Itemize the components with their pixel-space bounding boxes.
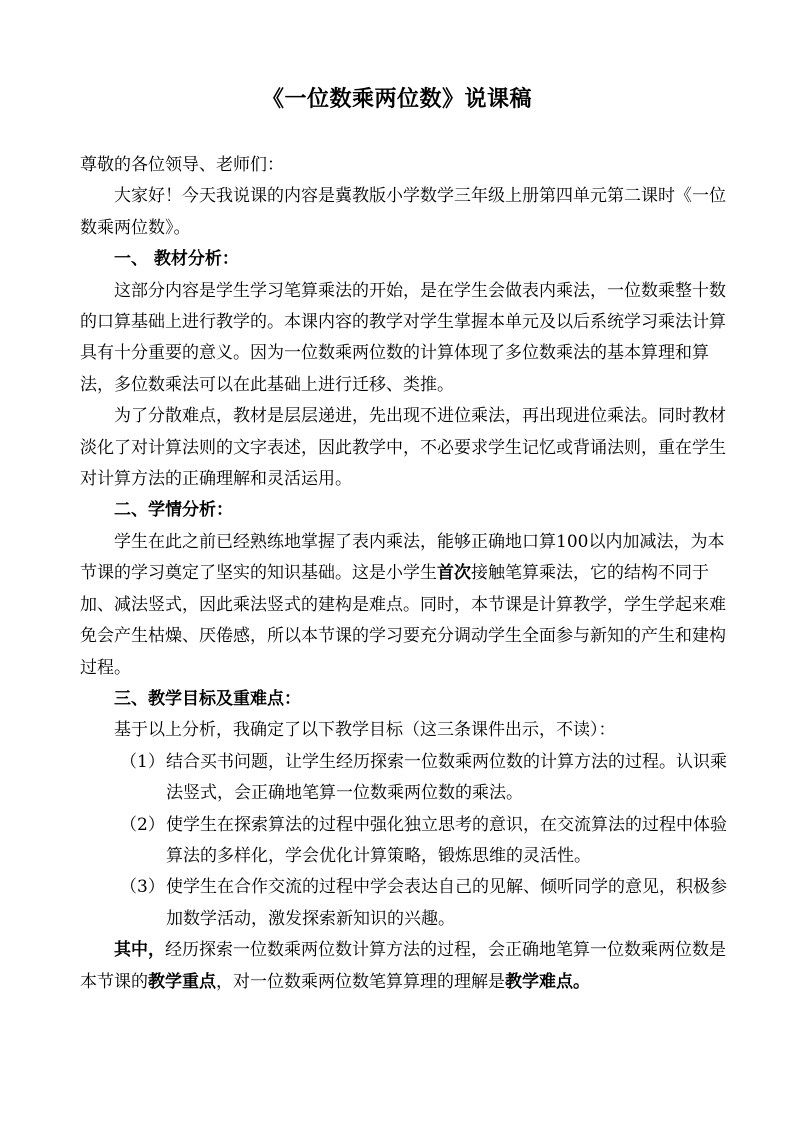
intro-paragraph: 大家好！今天我说课的内容是冀教版小学数学三年级上册第四单元第二课时《一位数乘两位数》。	[80, 186, 726, 238]
goal-text: 结合买书问题，让学生经历探索一位数乘两位数的计算方法的过程。认识乘法竖式，会正确地笔算一位数乘两位数的乘法。	[166, 751, 727, 804]
goal-item	[80, 872, 730, 935]
goal-text: 使学生在探索算法的过程中强化独立思考的意识，在交流算法的过程中体验算法的多样化，学会优化计算策略，锻炼思维的灵活性。	[166, 814, 727, 866]
key-points-summary	[80, 935, 730, 998]
goal-text: 使学生在合作交流的过程中学会表达自己的见解、倾听同学的意见，积极参加数学活动，激发探索新知识的兴趣。	[166, 877, 727, 929]
document-body	[80, 150, 730, 998]
goal-number: （3）	[120, 877, 165, 898]
student-analysis-text-a: 学生在此之前已经熟练地掌握了表内乘法，能够正确地口算100以内加减法，为本节课的学习奠定了坚实的知识基础。这是小学生	[80, 531, 725, 584]
greeting: 尊敬的各位领导、老师们：	[80, 155, 284, 175]
student-analysis-paragraph	[80, 527, 730, 684]
section-heading-teaching-goals: 三、教学目标及重难点：	[114, 688, 301, 709]
section-heading-textbook-analysis: 一、 教材分析：	[114, 249, 239, 270]
section-heading-student-analysis: 二、学情分析：	[114, 500, 233, 521]
summary-text-b: ，对一位数乘两位数笔算算理的理解是	[216, 971, 505, 992]
goal-number: （2）	[120, 814, 165, 835]
teaching-goals-intro: 基于以上分析，我确定了以下教学目标（这三条课件出示，不读）：	[114, 720, 616, 741]
summary-text-a: 经历探索一位数乘两位数计算方法的过程，会正确地笔算一位数乘两位数是本节课的	[80, 940, 726, 992]
student-analysis-text-b: 接触笔算乘法，它的结构不同于加、减法竖式，因此乘法竖式的建构是难点。同时，本节课是计算教学，学生学起来难免会产生枯燥、厌倦感，所以本节课的学习要充分调动学生全面参与新知的产生和建构过程。	[80, 563, 726, 678]
textbook-analysis-paragraph-2: 为了分散难点，教材是层层递进，先出现不进位乘法，再出现进位乘法。同时教材淡化了对计算法则的文字表述，因此教学中，不必要求学生记忆或背诵法则，重在学生对计算方法的正确理解和灵活运用。	[80, 406, 726, 490]
summary-lead: 其中，	[114, 940, 165, 961]
goal-item	[80, 810, 730, 873]
key-point-label: 教学重点	[148, 971, 216, 992]
document-title: 《一位数乘两位数》说课稿	[261, 86, 532, 112]
difficulty-label: 教学难点。	[505, 971, 590, 992]
goal-item	[80, 747, 730, 810]
textbook-analysis-paragraph-1: 这部分内容是学生学习笔算乘法的开始，是在学生会做表内乘法，一位数乘整十数的口算基础上进行教学的。本课内容的教学对学生掌握本单元及以后系统学习乘法计算具有十分重要的意义。因为一位数乘两位数的计算体现了多位数乘法的基本算理和算法，多位数乘法可以在此基础上进行迁移、类推。	[80, 280, 726, 395]
emphasis-first-time: 首次	[437, 563, 471, 584]
goal-number: （1）	[120, 751, 165, 772]
